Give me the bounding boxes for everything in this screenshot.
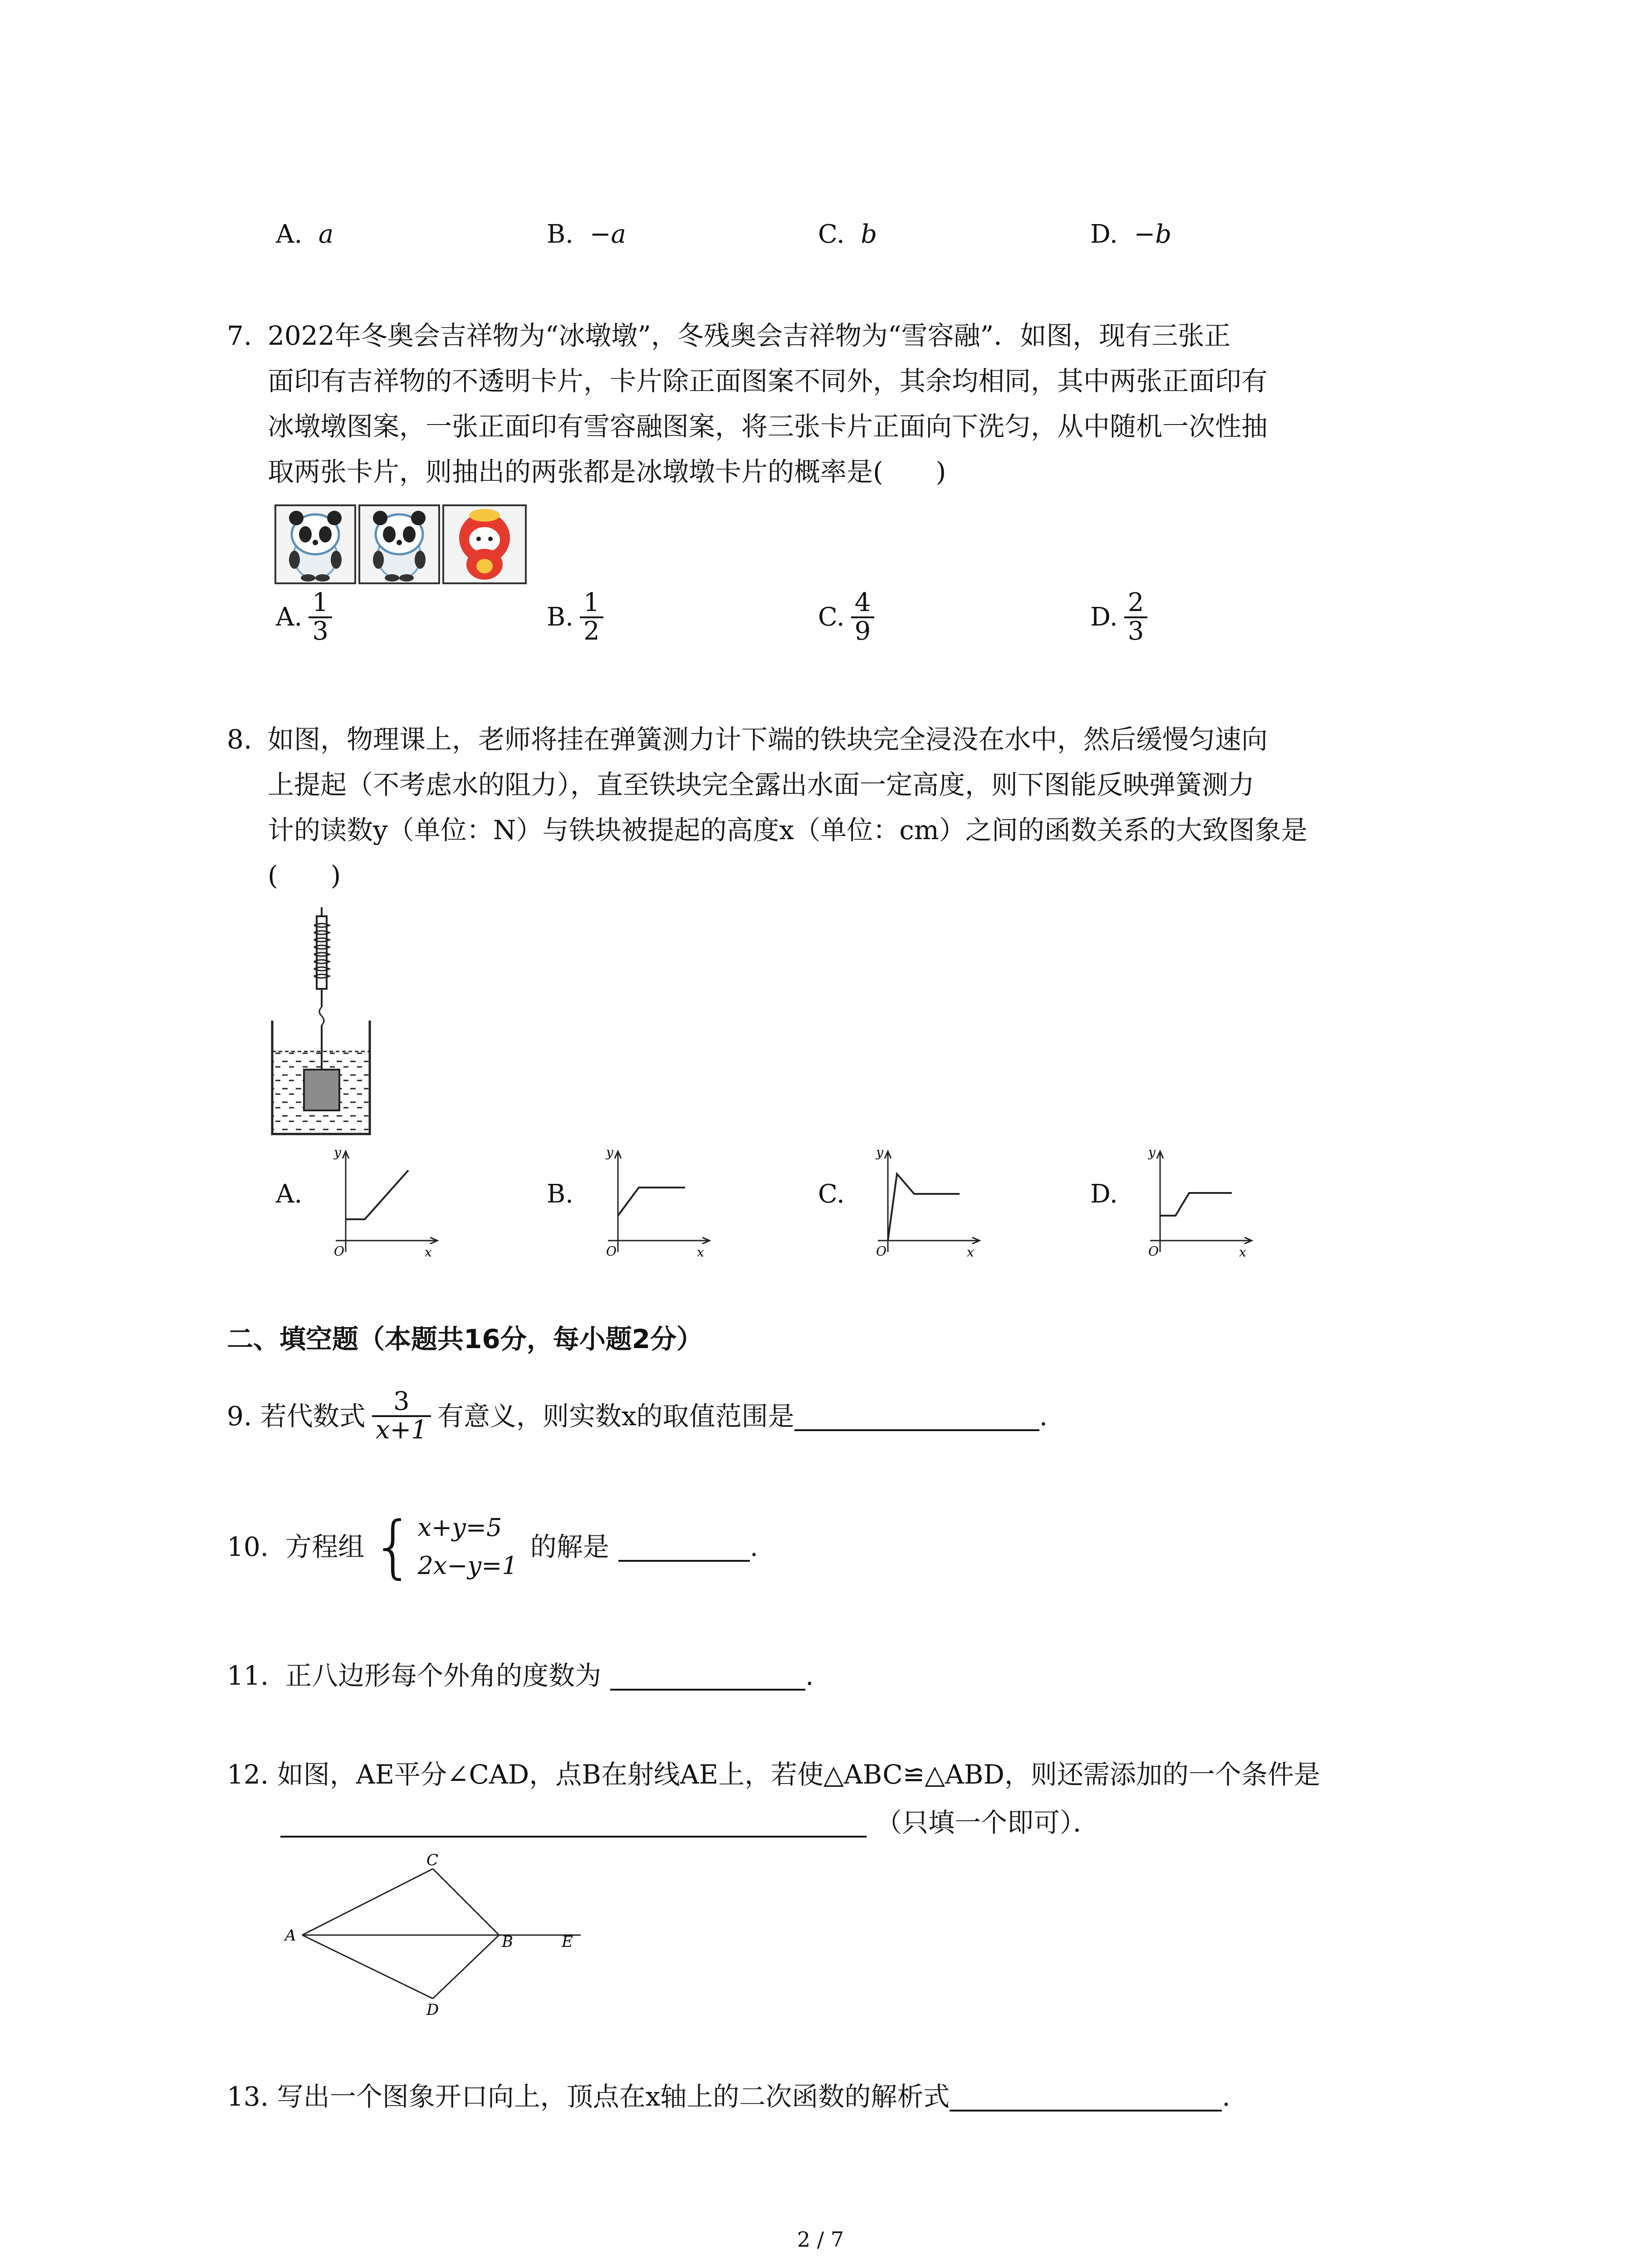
point-c-label: C: [426, 1851, 439, 1869]
option-label: B.: [547, 220, 573, 249]
option-label: C.: [818, 220, 845, 249]
q12-text: 如图，AE平分∠CAD，点B在射线AE上，若使△ABC≌△ABD，则还需添加的一个条件是: [277, 1759, 1320, 1790]
q10-number: 10.: [227, 1531, 269, 1562]
answer-blank[interactable]: [794, 1429, 1039, 1431]
q8-line-1: 如图，物理课上，老师将挂在弹簧测力计下端的铁块完全浸没在水中，然后缓慢匀速向: [268, 724, 1268, 755]
y-axis-label: y: [1148, 1145, 1156, 1160]
q7-option-a: [276, 590, 338, 645]
q8-line-2: 上提起（不考虑水的阻力），直至铁块完全露出水面一定高度，则下图能反映弹簧测力: [268, 769, 1255, 800]
segment-ac: [302, 1869, 433, 1935]
option-value: b: [861, 220, 877, 249]
q8-number: 8.: [227, 724, 252, 755]
x-axis-label: x: [697, 1245, 704, 1260]
section-title: 二、填空题（本题共16分，每小题2分）: [227, 1324, 703, 1354]
q12-line2-text: （只填一个即可）．: [876, 1807, 1100, 1838]
q8-line-4: ( ): [268, 860, 341, 891]
q13-end: .: [1222, 2081, 1230, 2112]
option-label: C.: [818, 602, 845, 632]
mascot-card-bingdwendwen: [358, 504, 440, 584]
q9-pre: 若代数式: [260, 1401, 366, 1432]
q7-option-c: [818, 590, 881, 645]
q8-option-b-label: B.: [547, 1179, 573, 1209]
q12-number: 12.: [227, 1759, 269, 1790]
q11-number: 11.: [227, 1660, 269, 1691]
q8-graph-d: [1132, 1143, 1259, 1261]
q8-line-3: 计的读数y（单位：N）与铁块被提起的高度x（单位：cm）之间的函数关系的大致图象是: [268, 815, 1308, 846]
q6-option-a: [276, 220, 333, 249]
q12-geometry-figure: [277, 1851, 594, 2019]
y-axis-label: y: [334, 1145, 341, 1160]
shuey-rhon-rhon-image: [444, 506, 525, 582]
option-fraction: $\frac{1}{3}$: [309, 590, 332, 645]
q13-text: 写出一个图象开口向上，顶点在x轴上的二次函数的解析式: [277, 2081, 950, 2112]
q7-line-2: 面印有吉祥物的不透明卡片，卡片除正面图案不同外，其余均相同，其中两张正面印有: [268, 366, 1268, 396]
answer-blank[interactable]: [950, 2109, 1222, 2112]
option-fraction: $\frac{4}{9}$: [851, 590, 875, 645]
q8-option-a-label: A.: [276, 1179, 303, 1209]
origin-label: O: [334, 1244, 344, 1259]
graph-curve: [888, 1174, 960, 1241]
option-label: D.: [1090, 220, 1118, 249]
segment-ad: [302, 1935, 433, 1999]
q6-option-b: [547, 220, 626, 249]
q8-graph-c: [860, 1143, 987, 1261]
q13: [227, 2074, 1230, 2119]
equation-2: 2x−y=1: [417, 1551, 518, 1580]
spring-scale-diagram: [268, 907, 377, 1143]
answer-blank[interactable]: [618, 1559, 750, 1562]
option-fraction: $\frac{2}{3}$: [1124, 590, 1148, 645]
q10: [227, 1506, 758, 1588]
x-axis-label: x: [967, 1245, 974, 1260]
q10-end: .: [749, 1531, 759, 1562]
equation-system: [418, 1509, 518, 1585]
q6-option-c: [818, 220, 877, 249]
q7-line-3: 冰墩墩图案，一张正面印有雪容融图案，将三张卡片正面向下洗匀，从中随机一次性抽: [268, 411, 1268, 442]
origin-label: O: [876, 1244, 887, 1259]
q7-line-1: 2022年冬奥会吉祥物为“冰墩墩”，冬残奥会吉祥物为“雪容融”．如图，现有三张正: [268, 320, 1231, 351]
bingdwendwen-image: [276, 506, 354, 582]
page-number: 2 / 7: [797, 2227, 844, 2252]
point-e-label: E: [562, 1933, 573, 1951]
graph-curve: [1160, 1193, 1232, 1216]
equation-1: x+y=5: [417, 1513, 502, 1542]
q9: [227, 1380, 1048, 1452]
q11: [227, 1653, 814, 1698]
bingdwendwen-image: [360, 506, 438, 582]
q8-graph-a: [318, 1143, 445, 1261]
q9-post: 有意义，则实数x的取值范围是: [437, 1401, 794, 1432]
answer-blank[interactable]: [280, 1835, 867, 1838]
x-axis-label: x: [1239, 1245, 1246, 1260]
q7-number: 7.: [227, 320, 252, 351]
segment-db: [433, 1935, 499, 1999]
graph-curve: [618, 1188, 685, 1216]
point-b-label: B: [502, 1933, 513, 1951]
origin-label: O: [606, 1244, 617, 1259]
segment-cb: [433, 1869, 499, 1935]
q10-pre: 方程组: [285, 1531, 365, 1562]
option-fraction: $\frac{1}{2}$: [580, 590, 603, 645]
q8-option-c-label: C.: [818, 1179, 845, 1209]
option-label: A.: [276, 220, 303, 249]
q8-graph-b: [590, 1143, 717, 1261]
q6-option-d: [1090, 220, 1171, 249]
q12-line-2: [280, 1800, 1099, 1845]
option-value: −a: [589, 220, 626, 249]
mascot-card-shuey-rhon-rhon: [442, 504, 527, 584]
option-label: D.: [1090, 602, 1118, 632]
q7-line-4: 取两张卡片，则抽出的两张都是冰墩墩卡片的概率是( ): [268, 456, 946, 487]
brace-icon: {: [372, 1507, 415, 1586]
origin-label: O: [1148, 1244, 1159, 1259]
q9-end: .: [1039, 1401, 1048, 1432]
q8-option-d-label: D.: [1090, 1179, 1118, 1209]
answer-blank[interactable]: [610, 1688, 805, 1691]
mascot-card-bingdwendwen: [274, 504, 356, 584]
q7-option-b: [547, 590, 610, 645]
point-d-label: D: [426, 2001, 439, 2019]
q11-end: .: [805, 1660, 814, 1691]
option-value: −b: [1134, 220, 1172, 249]
y-axis-label: y: [876, 1145, 883, 1160]
q7-option-d: [1090, 590, 1154, 645]
q13-number: 13.: [227, 2081, 269, 2112]
q11-text: 正八边形每个外角的度数为: [285, 1660, 602, 1691]
point-a-label: A: [285, 1926, 296, 1945]
y-axis-label: y: [606, 1145, 613, 1160]
option-value: a: [318, 220, 334, 249]
x-axis-label: x: [425, 1245, 432, 1260]
iron-block: [304, 1070, 339, 1110]
q10-post: 的解是: [530, 1531, 609, 1562]
option-label: B.: [547, 602, 573, 632]
q9-number: 9.: [227, 1401, 252, 1432]
graph-curve: [346, 1170, 408, 1219]
option-label: A.: [276, 602, 303, 632]
q9-fraction: $\frac{3}{x+1}$: [372, 1388, 431, 1444]
q12-line-1: [227, 1752, 1320, 1797]
